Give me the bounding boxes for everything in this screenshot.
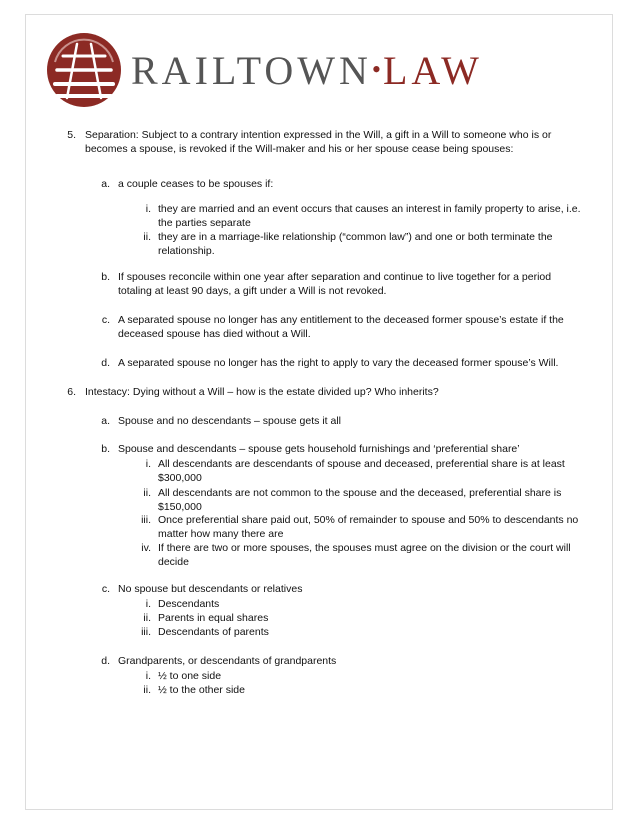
- subitem-numeral: i.: [145, 598, 151, 610]
- item-text: Spouse and no descendants – spouse gets it all: [118, 415, 341, 427]
- item-letter: b.: [101, 443, 110, 455]
- subitem-numeral: iv.: [141, 542, 151, 554]
- logo-wordmark: [131, 45, 483, 96]
- logo-separator: •: [371, 55, 383, 84]
- subitem-text: ½ to one side: [158, 670, 222, 682]
- subitem-text: they are in a marriage-like relationship (“common law”) and one or both terminate the relationship.: [158, 231, 553, 257]
- item-text: If spouses reconcile within one year after separation and continue to live together for a period totaling at least 90 days, a gift under a Will is not revoked.: [118, 271, 552, 297]
- railtown-law-logo: [45, 32, 525, 108]
- railway-track-icon: [45, 32, 123, 108]
- subitem-numeral: ii.: [143, 487, 151, 499]
- subitem-numeral: i.: [145, 458, 151, 470]
- item-letter: c.: [101, 314, 110, 326]
- subitem-numeral: i.: [145, 670, 151, 682]
- item-letter: d.: [101, 357, 110, 369]
- subitem-text: If there are two or more spouses, the spouses must agree on the division or the court will decide: [158, 542, 571, 568]
- item-text: Spouse and descendants – spouse gets household furnishings and ‘preferential share’: [118, 443, 520, 455]
- item-letter: a.: [101, 415, 110, 427]
- item-text: Grandparents, or descendants of grandparents: [118, 655, 337, 667]
- item-text: A separated spouse no longer has the right to apply to vary the deceased former spouse’s Will.: [118, 357, 559, 369]
- subitem-text: they are married and an event occurs that causes an interest in family property to arise, i.e. the parties separate: [158, 203, 581, 229]
- section-number: 6.: [67, 386, 76, 398]
- subitem-text: All descendants are descendants of spouse and deceased, preferential share is at least $300,000: [158, 458, 565, 484]
- subitem-text: Descendants of parents: [158, 626, 269, 638]
- item-letter: c.: [101, 583, 110, 595]
- logo-law-text: LAW: [383, 48, 483, 93]
- section-text: Separation: Subject to a contrary intention expressed in the Will, a gift in a Will to someone who is or becomes a spouse, is revoked if the Will-maker and his or her spouse cease being spouses:: [85, 129, 552, 155]
- subitem-numeral: ii.: [143, 684, 151, 696]
- subitem-text: Descendants: [158, 598, 220, 610]
- subitem-text: Parents in equal shares: [158, 612, 269, 624]
- subitem-numeral: iii.: [141, 626, 151, 638]
- section-number: 5.: [67, 129, 76, 141]
- subitem-numeral: i.: [145, 203, 151, 215]
- subitem-text: All descendants are not common to the spouse and the deceased, preferential share is $150,000: [158, 487, 562, 513]
- subitem-text: ½ to the other side: [158, 684, 245, 696]
- item-text: No spouse but descendants or relatives: [118, 583, 303, 595]
- section-text: Intestacy: Dying without a Will – how is the estate divided up? Who inherits?: [85, 386, 439, 398]
- subitem-numeral: iii.: [141, 514, 151, 526]
- item-letter: d.: [101, 655, 110, 667]
- item-text: a couple ceases to be spouses if:: [118, 178, 274, 190]
- subitem-numeral: ii.: [143, 612, 151, 624]
- item-letter: a.: [101, 178, 110, 190]
- subitem-text: Once preferential share paid out, 50% of remainder to spouse and 50% to descendants no matter how many there are: [158, 514, 579, 540]
- item-letter: b.: [101, 271, 110, 283]
- logo-railtown-text: RAILTOWN: [131, 48, 372, 93]
- subitem-numeral: ii.: [143, 231, 151, 243]
- item-text: A separated spouse no longer has any entitlement to the deceased former spouse’s estate if the deceased spouse has died without a Will.: [118, 314, 564, 340]
